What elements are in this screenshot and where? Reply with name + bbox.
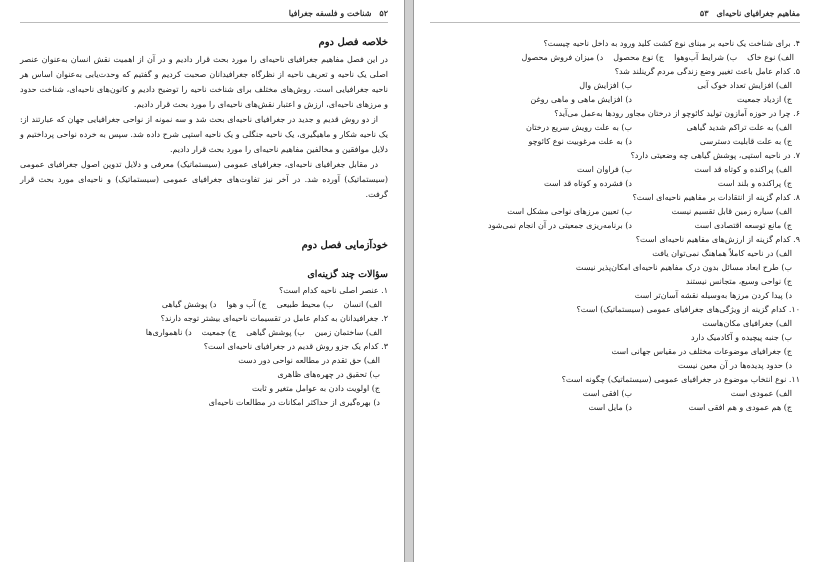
summary-paragraph: در مقابل جغرافیای ناحیه‌ای، جغرافیای عمومی (سیستماتیک) معرفی و دلایل تدوین اصول جغرافیای عمومی (سیستماتیک) آورده شد. در آخر نیز تفاوت‌های جغرافیای عمومی (سیستماتیک) و ناحیه‌ای مورد بحث قرار گرفت. xyxy=(20,160,388,199)
option: د) مایل است xyxy=(588,403,632,412)
option: ب) تحقیق در چهره‌های ظاهری xyxy=(277,370,380,379)
question: ۴. برای شناخت یک ناحیه بر مبنای نوع کشت کلید ورود به داخل ناحیه چیست؟ xyxy=(543,39,800,48)
option: د) ناهمواری‌ها xyxy=(145,328,192,337)
question-options xyxy=(430,387,800,415)
option: ب) محیط طبیعی xyxy=(276,300,334,309)
question: ۳. کدام یک جزو روش قدیم در جغرافیای ناحیه‌ای است؟ xyxy=(203,342,388,351)
option: ج) هم عمودی و هم افقی است xyxy=(688,403,792,412)
question: ۷. در ناحیه استپی، پوشش گیاهی چه وضعیتی دارد؟ xyxy=(630,151,800,160)
question-options xyxy=(20,298,388,312)
option: ب) پوشش گیاهی xyxy=(246,328,305,337)
self-test-title: خودآزمایی فصل دوم xyxy=(301,240,388,251)
option: د) فشرده و کوتاه قد است xyxy=(544,179,632,188)
option: ج) نوع محصول xyxy=(613,53,665,62)
option: الف) پراکنده و کوتاه قد است xyxy=(694,165,792,174)
option: ب) فراوان است xyxy=(577,165,632,174)
option: ج) به علت قابلیت دسترسی xyxy=(699,137,792,146)
question: ۵. کدام عامل باعث تغییر وضع زندگی مردم گرینلند شد؟ xyxy=(614,67,800,76)
summary-title: خلاصه فصل دوم xyxy=(318,37,388,48)
option: الف) سیاره زمین قابل تقسیم نیست xyxy=(671,207,792,216)
question-options xyxy=(430,51,800,65)
option: ج) جغرافیای موضوعات مختلف در مقیاس جهانی است xyxy=(611,347,792,356)
option: د) بهره‌گیری از حداکثر امکانات در مطالعات ناحیه‌ای xyxy=(208,398,380,407)
page-number: ۵۲ xyxy=(379,8,388,18)
question: ۶. چرا در حوزه آمازون تولید کائوچو از درختان مجاور رودها به‌عمل می‌آید؟ xyxy=(554,109,800,118)
option: ج) مانع توسعه اقتصادی است xyxy=(694,221,792,230)
question: ۱۰. کدام گزینه از ویژگی‌های جغرافیای عمومی (سیستماتیک) است؟ xyxy=(576,305,800,314)
option: الف) حق تقدم در مطالعه نواحی دور دست xyxy=(238,356,380,365)
question-options xyxy=(20,326,388,340)
option: ب) شرایط آب‌وهوا xyxy=(674,53,738,62)
question-options xyxy=(430,121,800,149)
question-options xyxy=(430,205,800,233)
option: الف) ساختمان زمین xyxy=(314,328,382,337)
option: ب) جنبه پیچیده و آکادمیک دارد xyxy=(690,333,792,342)
option: ج) جمعیت xyxy=(201,328,237,337)
option: ج) ازدیاد جمعیت xyxy=(737,95,792,104)
option: د) پیدا کردن مرزها به‌وسیله نقشه آسان‌تر است xyxy=(634,291,792,300)
book-spine xyxy=(404,0,414,562)
option: الف) جغرافیای مکان‌هاست xyxy=(702,319,792,328)
running-head-right xyxy=(430,8,800,23)
option: ج) پراکنده و بلند است xyxy=(717,179,792,188)
option: د) به علت مرغوبیت نوع کائوچو xyxy=(528,137,632,146)
question: ۱. عنصر اصلی ناحیه کدام است؟ xyxy=(279,286,388,295)
question: ۱۱. نوع انتخاب موضوع در جغرافیای عمومی (سیستماتیک) چگونه است؟ xyxy=(561,375,800,384)
option: الف) به علت تراکم شدید گیاهی xyxy=(686,123,792,132)
question-options xyxy=(430,79,800,107)
option: ب) طرح ابعاد مسائل بدون درک مفاهیم ناحیه‌ای امکان‌پذیر نیست xyxy=(575,263,792,272)
option: ج) نواحی وسیع، متجانس نیستند xyxy=(685,277,792,286)
option: ج) آب و هوا xyxy=(226,300,267,309)
running-title: مفاهیم جغرافیای ناحیه‌ای xyxy=(716,8,800,18)
option: د) پوشش گیاهی xyxy=(161,300,217,309)
question-options xyxy=(430,163,800,191)
mcq-title: سؤالات چند گزینه‌ای xyxy=(307,269,388,280)
option: ب) افزایش وال xyxy=(579,81,632,90)
page-number: ۵۳ xyxy=(699,8,709,18)
question: ۹. کدام گزینه از ارزش‌های مفاهیم ناحیه‌ای است؟ xyxy=(635,235,800,244)
summary-paragraph: در این فصل مفاهیم جغرافیای ناحیه‌ای را مورد بحث قرار دادیم و در آن از اهمیت نقش انسان به‌عنوان عنصر اصلی یک ناحیه و تعریف ناحیه از نظرگاه جغرافیدانان صحبت کردیم و گفتیم که وحدت‌یابی به‌عنوان اساس هر ناحیه جغرافیایی است. روش‌های مختلف برای شناخت ناحیه را توضیح دادیم و کانون‌های ناحیه‌ای، شناخت حدود و مرزهای ناحیه‌ای، ارزش و اعتبار نقش‌های ناحیه‌ای را مورد بحث قرار دادیم. xyxy=(20,55,388,109)
option: الف) عمودی است xyxy=(730,389,792,398)
option: د) حدود پدیده‌ها در آن معین نیست xyxy=(677,361,792,370)
left-page xyxy=(0,0,404,562)
right-page xyxy=(414,0,818,562)
question: ۲. جغرافیدانان به کدام عامل در تقسیمات ناحیه‌ای بیشتر توجه دارند؟ xyxy=(160,314,388,323)
running-head-left xyxy=(20,8,388,23)
running-title: شناخت و فلسفه جغرافیا xyxy=(288,8,372,18)
option: د) افزایش ماهی و ماهی روغن xyxy=(530,95,632,104)
summary-paragraph: از دو روش قدیم و جدید در جغرافیای ناحیه‌ای بحث شد و سه نمونه از نواحی جغرافیایی جهان که عبارتند از: یک ناحیه شکار و ماهیگیری، یک ناحیه جنگلی و یک ناحیه استپی شرح داده شد. سپس به خرده نواحی پرداختیم و دلایل موافقین و مخالفین مفاهیم ناحیه‌ای را مورد بحث قرار دادیم. xyxy=(20,115,388,154)
option: ج) اولویت دادن به عوامل متغیر و ثابت xyxy=(251,384,380,393)
option: ب) افقی است xyxy=(582,389,632,398)
option: الف) در ناحیه کاملاً هماهنگ نمی‌توان یافت xyxy=(652,249,792,258)
option: د) میزان فروش محصول xyxy=(521,53,604,62)
option: الف) نوع خاک xyxy=(747,53,794,62)
question: ۸. کدام گزینه از انتقادات بر مفاهیم ناحیه‌ای است؟ xyxy=(632,193,800,202)
option: الف) انسان xyxy=(343,300,382,309)
option: الف) افزایش تعداد خوک آبی xyxy=(697,81,792,90)
option: ب) به علت رویش سریع درختان xyxy=(525,123,632,132)
option: د) برنامه‌ریزی جمعیتی در آن انجام نمی‌شود xyxy=(488,221,632,230)
option: ب) تعیین مرزهای نواحی مشکل است xyxy=(507,207,632,216)
